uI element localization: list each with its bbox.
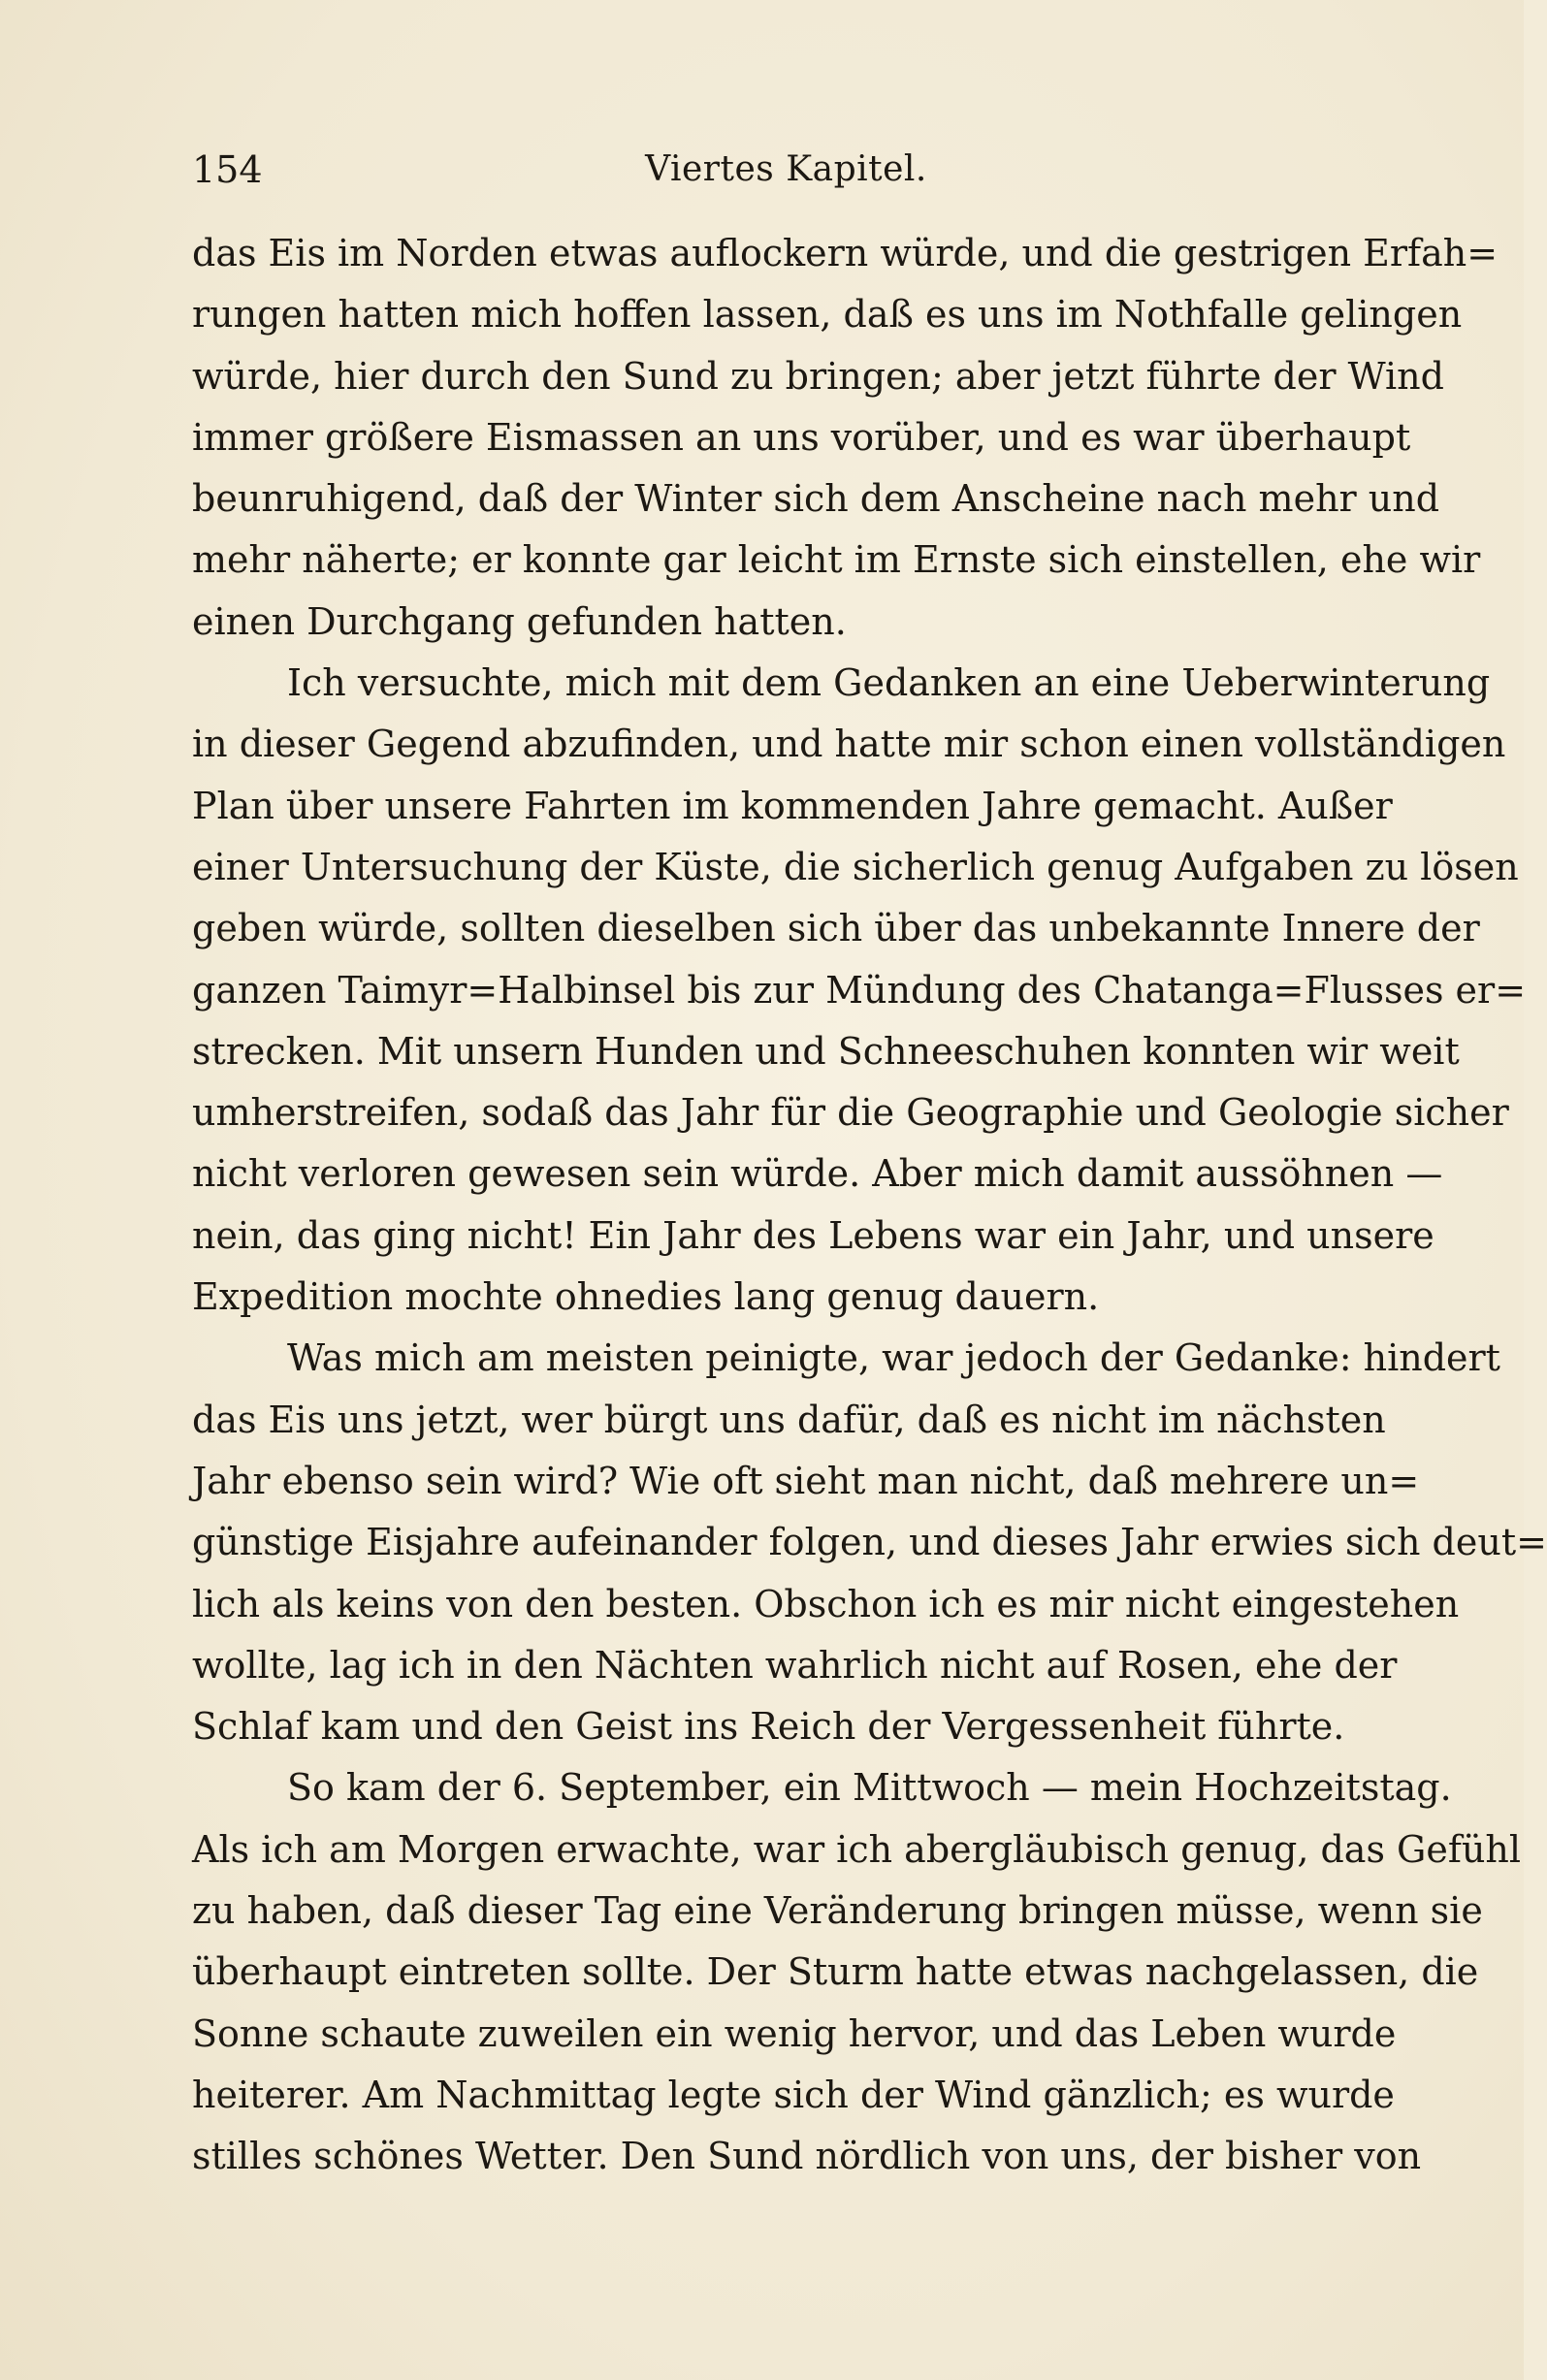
text-line: immer größere Eismassen an uns vorüber, und es war überhaupt <box>192 415 1411 459</box>
text-line: Jahr ebenso sein wird? Wie oft sieht man nicht, daß mehrere un= <box>192 1459 1420 1502</box>
page-header <box>192 145 1380 204</box>
text-line: einer Untersuchung der Küste, die sicherlich genug Aufgaben zu lösen <box>192 845 1519 888</box>
text-line: rungen hatten mich hoffen lassen, daß es uns im Nothfalle gelingen <box>192 293 1463 337</box>
text-line: überhaupt eintreten sollte. Der Sturm hatte etwas nachgelassen, die <box>192 1950 1479 1994</box>
text-line: geben würde, sollten dieselben sich über das unbekannte Innere der <box>192 907 1480 950</box>
running-head: Viertes Kapitel. <box>645 149 927 189</box>
text-line: zu haben, daß dieser Tag eine Veränderung bringen müsse, wenn sie <box>192 1889 1483 1933</box>
text-line: günstige Eisjahre aufeinander folgen, und dieses Jahr erwies sich deut= <box>192 1521 1547 1564</box>
text-line: nicht verloren gewesen sein würde. Aber mich damit aussöhnen — <box>192 1152 1443 1196</box>
text-line: Ich versuchte, mich mit dem Gedanken an eine Ueberwinterung <box>287 661 1491 705</box>
text-line: ganzen Taimyr=Halbinsel bis zur Mündung des Chatanga=Flusses er= <box>192 968 1527 1012</box>
text-line: Plan über unsere Fahrten im kommenden Jahre gemacht. Außer <box>192 784 1393 827</box>
text-line: Sonne schaute zuweilen ein wenig hervor, und das Leben wurde <box>192 2011 1397 2055</box>
text-line: das Eis im Norden etwas auflockern würde, und die gestrigen Erfah= <box>192 232 1499 274</box>
text-line: strecken. Mit unsern Hunden und Schneeschuhen konnten wir weit <box>192 1029 1460 1073</box>
text-line: einen Durchgang gefunden hatten. <box>192 599 847 643</box>
text-line: lich als keins von den besten. Obschon ich es mir nicht eingestehen <box>192 1582 1460 1625</box>
text-line: würde, hier durch den Sund zu bringen; aber jetzt führte der Wind <box>192 354 1444 398</box>
page-number: 154 <box>192 148 263 191</box>
text-line: mehr näherte; er konnte gar leicht im Ernste sich einstellen, ehe wir <box>192 538 1481 582</box>
text-line: beunruhigend, daß der Winter sich dem Anscheine nach mehr und <box>192 477 1440 521</box>
body-text <box>192 223 1547 2188</box>
text-line: Als ich am Morgen erwachte, war ich abergläubisch genug, das Gefühl <box>192 1827 1522 1871</box>
text-line: So kam der 6. September, ein Mittwoch — mein Hochzeitstag. <box>287 1766 1452 1810</box>
text-line: in dieser Gegend abzufinden, und hatte mir schon einen vollständigen <box>192 723 1506 766</box>
text-line: Expedition mochte ohnedies lang genug dauern. <box>192 1275 1100 1319</box>
text-line: heiterer. Am Nachmittag legte sich der Wind gänzlich; es wurde <box>192 2073 1395 2116</box>
text-line: umherstreifen, sodaß das Jahr für die Geographie und Geologie sicher <box>192 1091 1509 1135</box>
text-line: stilles schönes Wetter. Den Sund nördlich von uns, der bisher von <box>192 2135 1422 2178</box>
text-line: das Eis uns jetzt, wer bürgt uns dafür, daß es nicht im nächsten <box>192 1398 1386 1441</box>
text-line: nein, das ging nicht! Ein Jahr des Lebens war ein Jahr, und unsere <box>192 1213 1434 1257</box>
text-line: Schlaf kam und den Geist ins Reich der Vergessenheit führte. <box>192 1705 1345 1749</box>
text-line: Was mich am meisten peinigte, war jedoch der Gedanke: hindert <box>287 1336 1500 1380</box>
text-line: wollte, lag ich in den Nächten wahrlich nicht auf Rosen, ehe der <box>192 1643 1398 1687</box>
